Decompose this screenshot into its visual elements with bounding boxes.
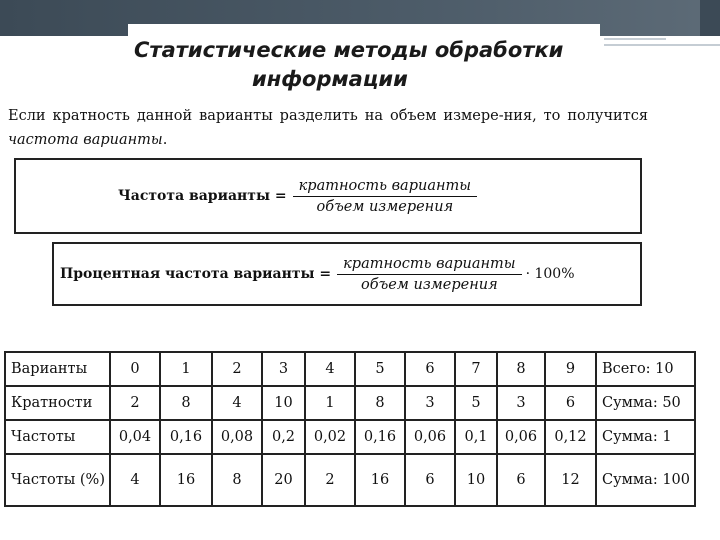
- table-cell: 2: [305, 454, 355, 506]
- fraction-numerator: кратность варианты: [337, 256, 521, 275]
- table-cell: 8: [355, 386, 405, 420]
- row-label: Кратности: [5, 386, 110, 420]
- table-cell: 4: [305, 352, 355, 386]
- table-cell: 0,1: [455, 420, 497, 454]
- table-cell: 0,16: [160, 420, 212, 454]
- table-cell: 20: [262, 454, 305, 506]
- row-total: Сумма: 1: [596, 420, 695, 454]
- table-cell: 0,06: [497, 420, 545, 454]
- paragraph-term: частота варианты: [8, 132, 163, 148]
- paragraph-end: .: [162, 132, 168, 148]
- table-cell: 4: [212, 386, 262, 420]
- formula-fraction: [337, 256, 521, 293]
- formula-label: Частота варианты =: [118, 188, 287, 204]
- table-cell: 0,16: [355, 420, 405, 454]
- table-cell: 6: [545, 386, 596, 420]
- table-cell: 3: [497, 386, 545, 420]
- table-cell: 10: [262, 386, 305, 420]
- title-line-1: Статистические методы обработки: [134, 38, 564, 62]
- table-cell: 0,08: [212, 420, 262, 454]
- formula-multiplier: · 100%: [525, 266, 575, 282]
- table-cell: 2: [110, 386, 160, 420]
- table-row: [5, 420, 695, 454]
- table-cell: 5: [455, 386, 497, 420]
- table-cell: 7: [455, 352, 497, 386]
- row-total: Сумма: 100: [596, 454, 695, 506]
- table-cell: 0,04: [110, 420, 160, 454]
- table-cell: 3: [262, 352, 305, 386]
- table-row: [5, 352, 695, 386]
- fraction-denominator: объем измерения: [316, 198, 454, 215]
- table-cell: 10: [455, 454, 497, 506]
- decorative-corner: [700, 0, 720, 36]
- frequency-formula-box: [14, 158, 642, 234]
- table-cell: 8: [497, 352, 545, 386]
- table-cell: 8: [212, 454, 262, 506]
- title-line-2: информации: [252, 67, 408, 91]
- frequency-table: [4, 351, 696, 507]
- definition-paragraph: [8, 104, 648, 152]
- row-total: Сумма: 50: [596, 386, 695, 420]
- table-cell: 6: [405, 352, 455, 386]
- table-cell: 0,2: [262, 420, 305, 454]
- row-label: Частоты: [5, 420, 110, 454]
- row-label: Частоты (%): [5, 454, 110, 506]
- table-cell: 6: [497, 454, 545, 506]
- table-cell: 16: [160, 454, 212, 506]
- table-row: [5, 454, 695, 506]
- formula-label: Процентная частота варианты =: [60, 266, 332, 282]
- table-cell: 8: [160, 386, 212, 420]
- decorative-line: [604, 44, 720, 46]
- table-cell: 5: [355, 352, 405, 386]
- formula-fraction: [293, 178, 477, 215]
- fraction-numerator: кратность варианты: [293, 178, 477, 197]
- row-total: Всего: 10: [596, 352, 695, 386]
- table-row: [5, 386, 695, 420]
- table-cell: 1: [160, 352, 212, 386]
- table-cell: 6: [405, 454, 455, 506]
- table-cell: 4: [110, 454, 160, 506]
- row-label: Варианты: [5, 352, 110, 386]
- fraction-denominator: объем измерения: [361, 276, 498, 293]
- table-cell: 9: [545, 352, 596, 386]
- slide-title: [134, 36, 614, 94]
- paragraph-text: Если кратность данной варианты разделить на объем измере-ния, то получится: [8, 108, 648, 124]
- table-cell: 16: [355, 454, 405, 506]
- table-cell: 0: [110, 352, 160, 386]
- table-cell: 0,02: [305, 420, 355, 454]
- table-cell: 0,06: [405, 420, 455, 454]
- table-cell: 0,12: [545, 420, 596, 454]
- percent-frequency-formula-box: [52, 242, 642, 306]
- table-cell: 3: [405, 386, 455, 420]
- table-cell: 1: [305, 386, 355, 420]
- table-cell: 2: [212, 352, 262, 386]
- table-cell: 12: [545, 454, 596, 506]
